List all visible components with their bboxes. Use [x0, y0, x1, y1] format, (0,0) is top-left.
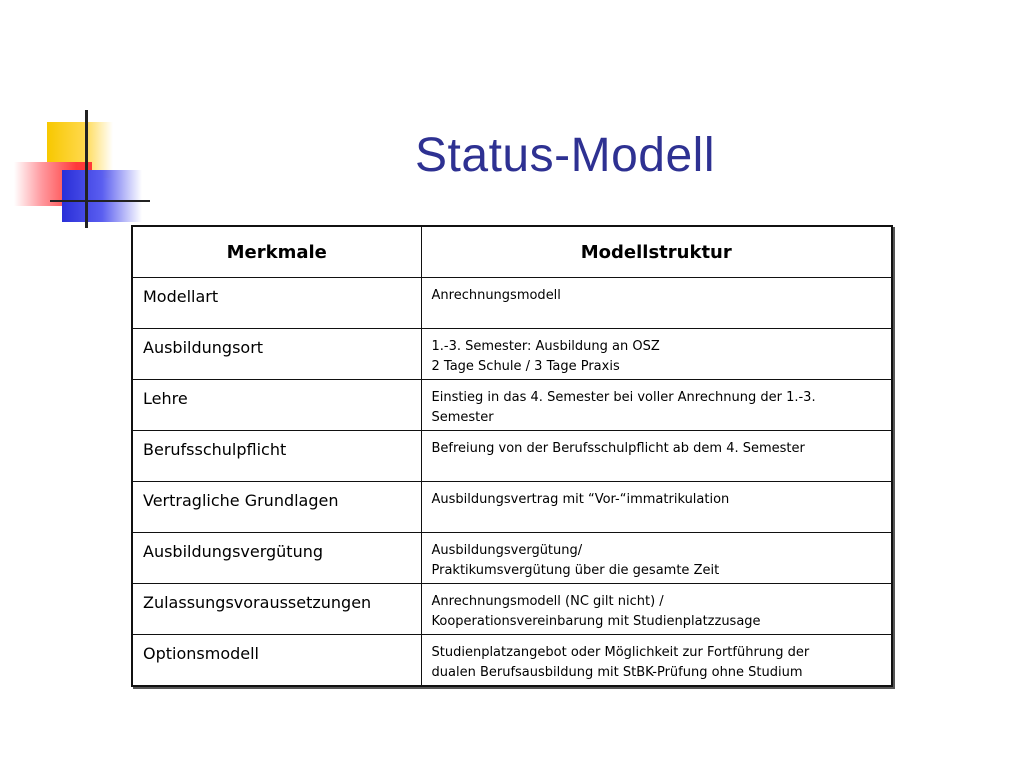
row-description — [421, 533, 892, 584]
logo-horizontal-line — [50, 200, 150, 202]
row-description — [421, 635, 892, 686]
row-label: Ausbildungsvergütung — [132, 533, 421, 584]
description-line: 2 Tage Schule / 3 Tage Praxis — [431, 359, 620, 374]
row-label: Ausbildungsort — [132, 329, 421, 380]
table-row — [132, 584, 892, 635]
description-line: Ausbildungsvergütung/ — [431, 543, 583, 558]
status-model-table — [131, 225, 893, 687]
row-label: Berufsschulpflicht — [132, 431, 421, 482]
row-description — [421, 482, 892, 533]
description-line: Kooperationsvereinbarung mit Studienplatzzusage — [431, 614, 761, 629]
row-label: Modellart — [132, 278, 421, 329]
table-row — [132, 278, 892, 329]
slide-title: Status-Modell — [415, 129, 715, 182]
column-header-merkmale: Merkmale — [132, 226, 421, 278]
row-description — [421, 431, 892, 482]
column-header-modellstruktur: Modellstruktur — [421, 226, 892, 278]
table-row — [132, 482, 892, 533]
table-header-row — [132, 226, 892, 278]
description-line: dualen Berufsausbildung mit StBK-Prüfung ohne Studium — [431, 665, 803, 680]
row-description — [421, 329, 892, 380]
row-description — [421, 278, 892, 329]
row-label: Lehre — [132, 380, 421, 431]
description-line: Befreiung von der Berufsschulpflicht ab dem 4. Semester — [431, 441, 805, 456]
slide-logo-decoration — [0, 100, 160, 240]
description-line: Anrechnungsmodell — [431, 288, 561, 303]
description-line: Anrechnungsmodell (NC gilt nicht) / — [431, 594, 664, 609]
table-row — [132, 533, 892, 584]
row-description — [421, 380, 892, 431]
table-row — [132, 380, 892, 431]
description-line: Praktikumsvergütung über die gesamte Zeit — [431, 563, 720, 578]
row-label: Optionsmodell — [132, 635, 421, 686]
table-row — [132, 431, 892, 482]
description-line: 1.-3. Semester: Ausbildung an OSZ — [431, 339, 660, 354]
description-line: Semester — [431, 410, 494, 425]
description-line: Ausbildungsvertrag mit “Vor-“immatrikulation — [431, 492, 730, 507]
logo-blue-block — [62, 170, 142, 222]
description-line: Einstieg in das 4. Semester bei voller Anrechnung der 1.-3. — [431, 390, 816, 405]
description-line: Studienplatzangebot oder Möglichkeit zur Fortführung der — [431, 645, 810, 660]
row-description — [421, 584, 892, 635]
table-row — [132, 329, 892, 380]
logo-vertical-line — [85, 110, 88, 228]
table-row — [132, 635, 892, 686]
row-label: Zulassungsvoraussetzungen — [132, 584, 421, 635]
row-label: Vertragliche Grundlagen — [132, 482, 421, 533]
